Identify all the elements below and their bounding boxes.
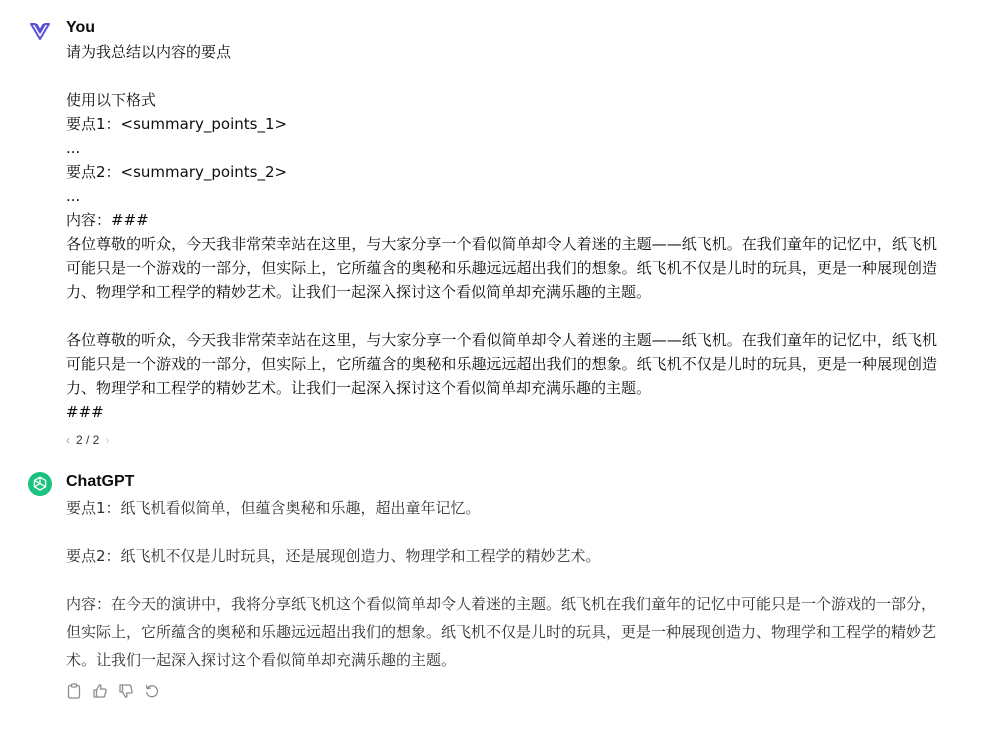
assistant-avatar bbox=[28, 472, 52, 496]
user-message-body bbox=[66, 40, 937, 424]
assistant-paragraph: 要点1：纸飞机看似简单，但蕴含奥秘和乐趣，超出童年记忆。 bbox=[66, 499, 481, 517]
thumbs-up-icon[interactable] bbox=[92, 683, 108, 699]
assistant-message bbox=[28, 472, 937, 712]
clipboard-icon[interactable] bbox=[66, 683, 82, 699]
assistant-author-name: ChatGPT bbox=[66, 473, 135, 490]
response-pager bbox=[66, 433, 109, 447]
regenerate-icon[interactable] bbox=[144, 683, 160, 699]
assistant-paragraph: 要点2：纸飞机不仅是儿时玩具，还是展现创造力、物理学和工程学的精妙艺术。 bbox=[66, 547, 601, 565]
user-line bbox=[66, 64, 937, 88]
user-line: 要点2：<summary_points_2> bbox=[66, 163, 288, 181]
user-line: 要点1：<summary_points_1> bbox=[66, 115, 288, 133]
user-line: 使用以下格式 bbox=[66, 91, 157, 109]
user-closing-line: ### bbox=[66, 403, 104, 421]
assistant-paragraph: 内容：在今天的演讲中，我将分享纸飞机这个看似简单却令人着迷的主题。纸飞机在我们童年的记忆中可能只是一个游戏的一部分，但实际上，它所蕴含的奥秘和乐趣远远超出我们的想象。纸飞机不仅是儿时的玩具，更是一种展现创造力、物理学和工程学的精妙艺术。让我们一起深入探讨这个看似简单却充满乐趣的主题。 bbox=[66, 595, 937, 669]
user-author-name: You bbox=[66, 19, 96, 36]
chatgpt-logo-icon bbox=[28, 472, 52, 496]
thumbs-down-icon[interactable] bbox=[118, 683, 134, 699]
chevron-right-icon[interactable]: › bbox=[105, 433, 110, 447]
user-line: ... bbox=[66, 139, 81, 157]
user-message bbox=[28, 18, 937, 438]
user-blank-line bbox=[66, 304, 937, 328]
user-line: 内容：### bbox=[66, 211, 149, 229]
chevron-left-icon[interactable]: ‹ bbox=[66, 433, 70, 447]
user-line: 请为我总结以内容的要点 bbox=[66, 43, 232, 61]
user-paragraph: 各位尊敬的听众，今天我非常荣幸站在这里，与大家分享一个看似简单却令人着迷的主题——纸飞机。在我们童年的记忆中，纸飞机可能只是一个游戏的一部分，但实际上，它所蕴含的奥秘和乐趣远远超出我们的想象。纸飞机不仅是儿时的玩具，更是一种展现创造力、物理学和工程学的精妙艺术。让我们一起深入探讨这个看似简单却充满乐趣的主题。 bbox=[66, 331, 937, 397]
user-avatar-icon bbox=[28, 18, 52, 42]
pager-count: 2 / 2 bbox=[76, 433, 100, 447]
user-paragraph: 各位尊敬的听众，今天我非常荣幸站在这里，与大家分享一个看似简单却令人着迷的主题——纸飞机。在我们童年的记忆中，纸飞机可能只是一个游戏的一部分，但实际上，它所蕴含的奥秘和乐趣远远超出我们的想象。纸飞机不仅是儿时的玩具，更是一种展现创造力、物理学和工程学的精妙艺术。让我们一起深入探讨这个看似简单却充满乐趣的主题。 bbox=[66, 235, 937, 301]
assistant-actions bbox=[66, 683, 160, 699]
user-avatar bbox=[28, 18, 52, 42]
assistant-message-body bbox=[66, 494, 937, 674]
user-line: ... bbox=[66, 187, 81, 205]
